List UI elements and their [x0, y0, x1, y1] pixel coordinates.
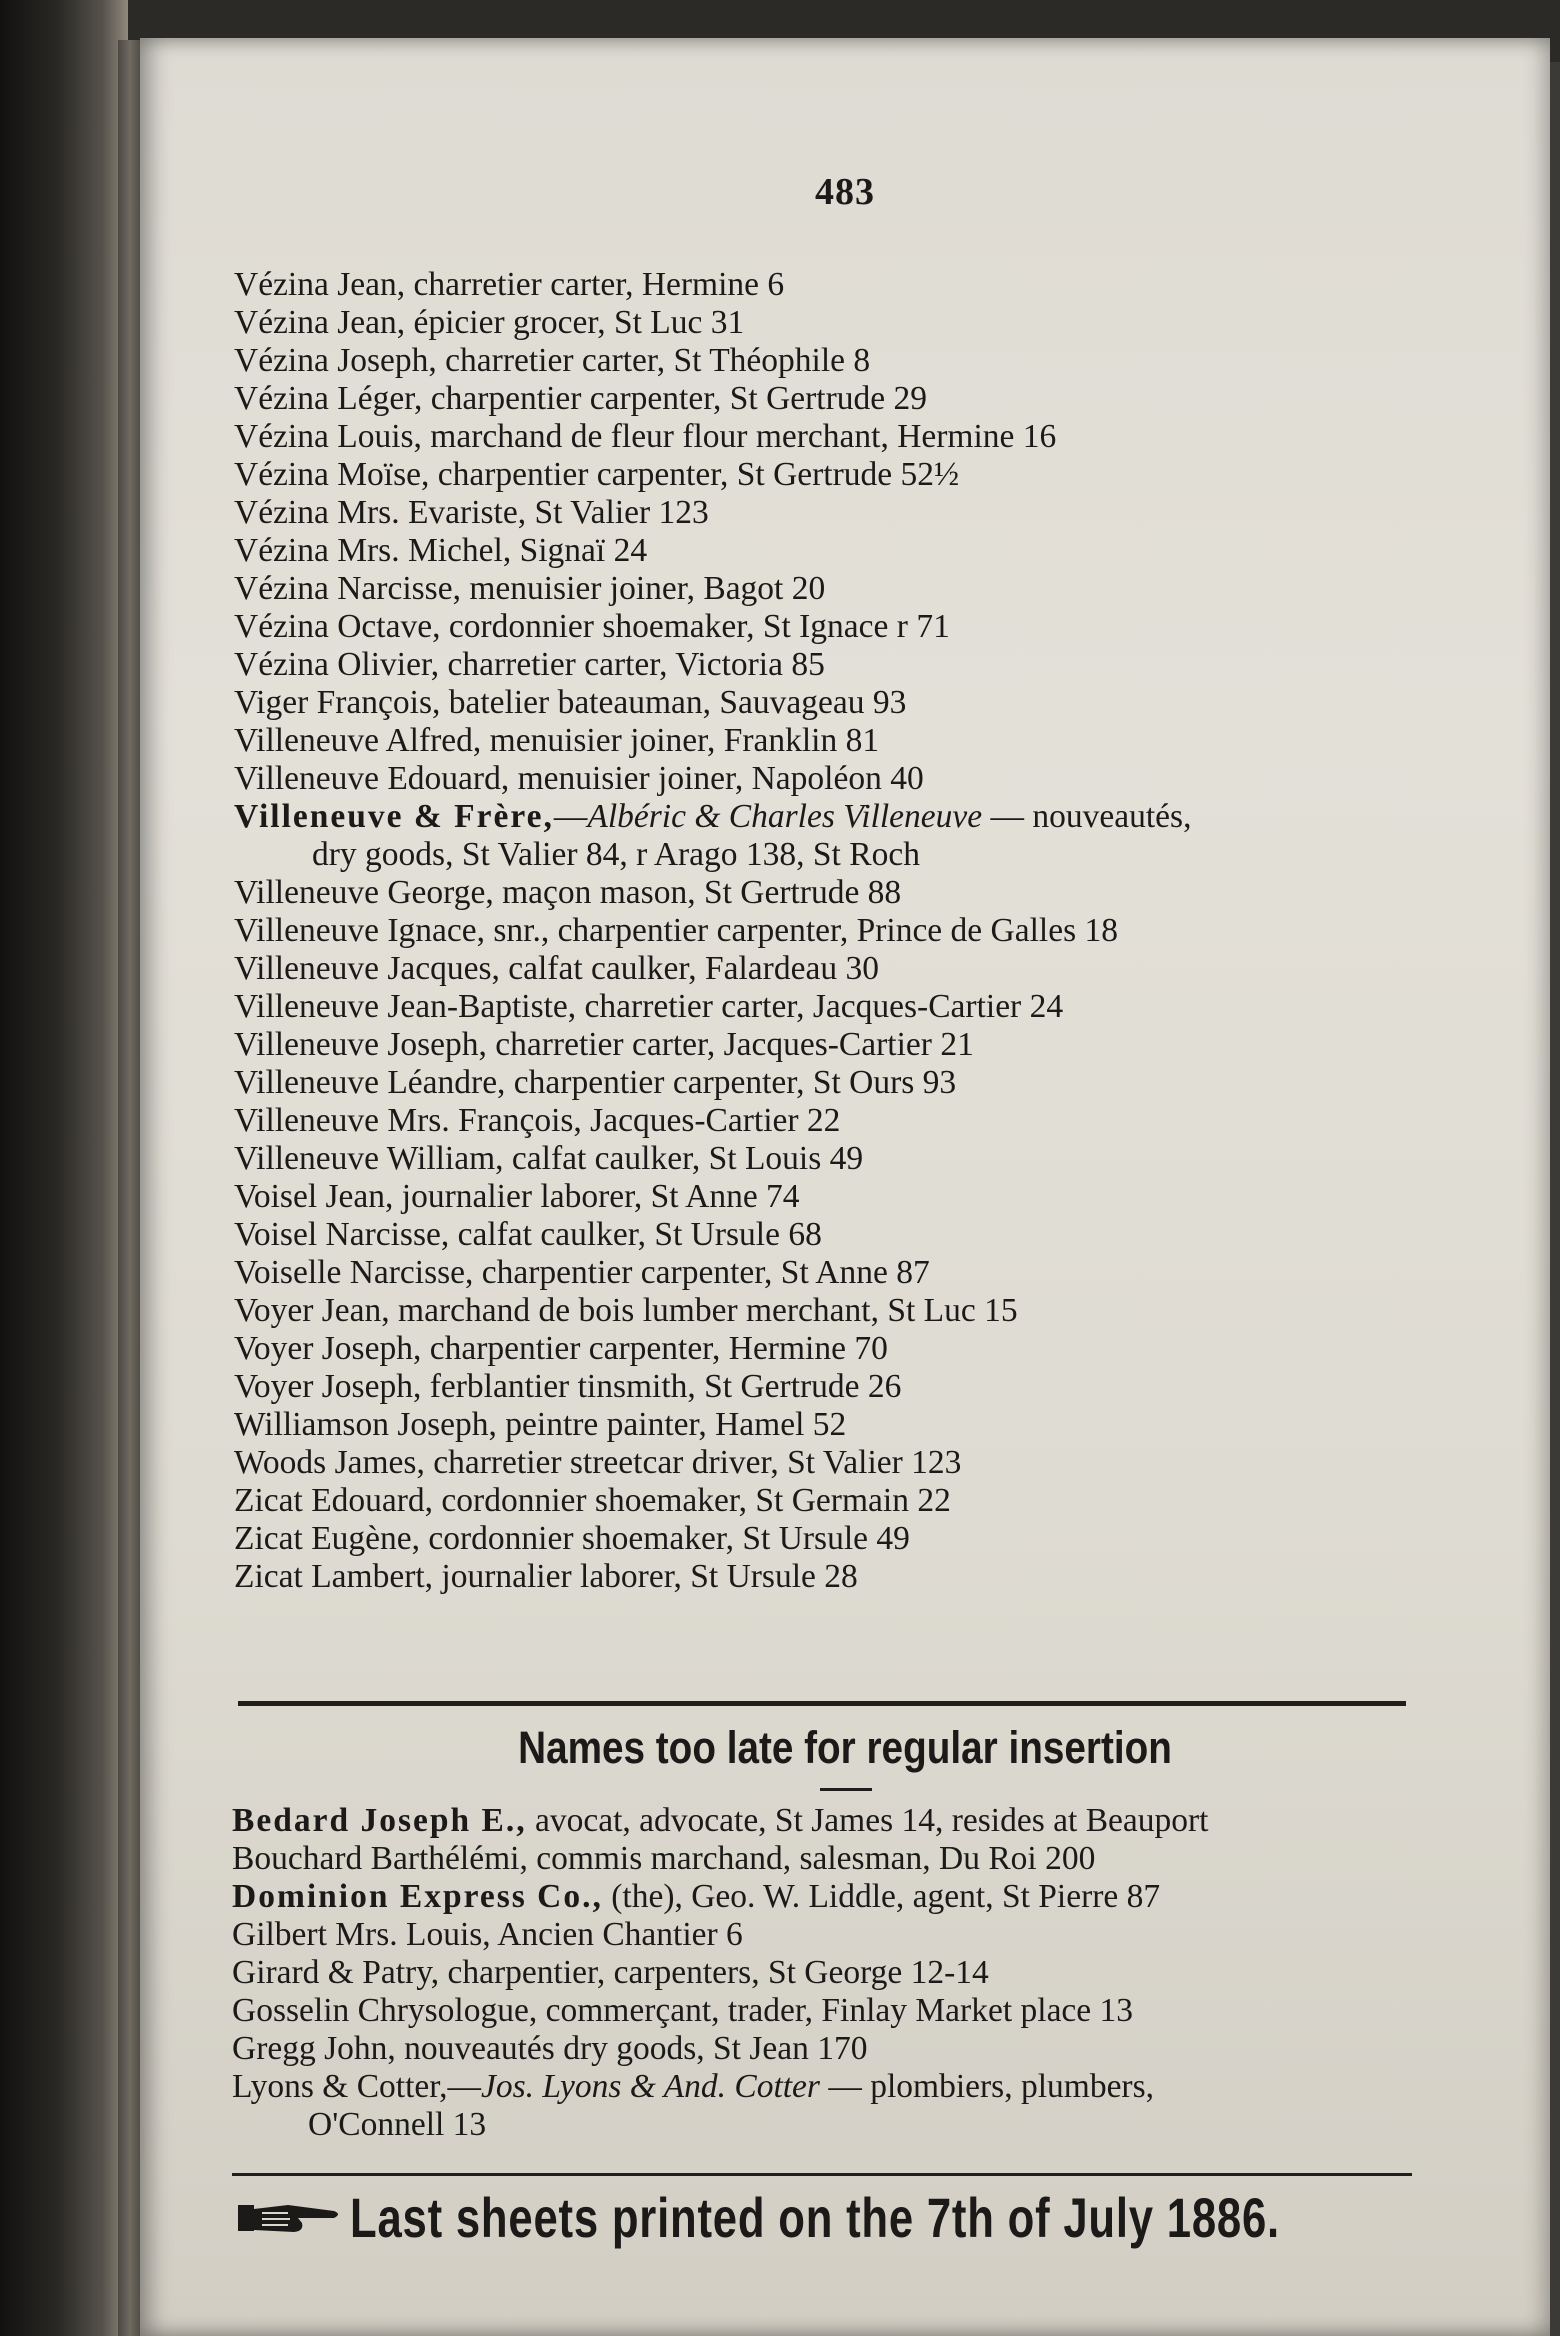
- notice-text: Last sheets printed on the 7th of July 1886.: [350, 2186, 1280, 2249]
- firm-description: (the), Geo. W. Liddle, agent, St Pierre 87: [602, 1878, 1161, 1915]
- section-divider: [238, 1701, 1406, 1706]
- directory-entry: Voyer Jean, marchand de bois lumber merchant, St Luc 15: [234, 1292, 1018, 1329]
- firm-entry: [234, 798, 1191, 836]
- directory-entry: Vézina Mrs. Evariste, St Valier 123: [234, 494, 709, 531]
- directory-entry: Voyer Joseph, charpentier carpenter, Hermine 70: [234, 1330, 888, 1367]
- directory-entry: Voyer Joseph, ferblantier tinsmith, St Gertrude 26: [234, 1368, 902, 1405]
- directory-entry: Zicat Eugène, cordonnier shoemaker, St Ursule 49: [234, 1520, 910, 1557]
- notice-divider: [232, 2173, 1412, 2176]
- firm-description: — plombiers, plumbers,: [819, 2068, 1155, 2105]
- firm-name: Dominion Express Co.,: [232, 1878, 603, 1915]
- firm-partners: Jos. Lyons & And. Cotter: [480, 2068, 820, 2105]
- directory-entry: Villeneuve Alfred, menuisier joiner, Franklin 81: [234, 722, 880, 759]
- firm-partners: Albéric & Charles Villeneuve: [587, 798, 983, 835]
- directory-entry: Vézina Louis, marchand de fleur flour merchant, Hermine 16: [234, 418, 1057, 455]
- directory-entry: Villeneuve George, maçon mason, St Gertrude 88: [234, 874, 902, 911]
- directory-entry: Vézina Léger, charpentier carpenter, St Gertrude 29: [234, 380, 928, 417]
- directory-entry: Villeneuve Edouard, menuisier joiner, Napoléon 40: [234, 760, 924, 797]
- directory-entry: Villeneuve Joseph, charretier carter, Jacques-Cartier 21: [234, 1026, 974, 1063]
- directory-entry: Voisel Narcisse, calfat caulker, St Ursule 68: [234, 1216, 822, 1253]
- late-entry: Gosselin Chrysologue, commerçant, trader, Finlay Market place 13: [232, 1992, 1134, 2029]
- firm-description: avocat, advocate, St James 14, resides at Beauport: [526, 1802, 1209, 1839]
- directory-entry: Vézina Narcisse, menuisier joiner, Bagot 20: [234, 570, 826, 607]
- directory-entry: Villeneuve Mrs. François, Jacques-Cartier 22: [234, 1102, 841, 1139]
- late-firm-entry: [232, 1802, 1209, 1840]
- page-number: 483: [815, 171, 875, 213]
- directory-page: [140, 38, 1550, 2336]
- directory-entry: Villeneuve William, calfat caulker, St Louis 49: [234, 1140, 864, 1177]
- directory-entry: Voisel Jean, journalier laborer, St Anne 74: [234, 1178, 800, 1215]
- firm-name: Villeneuve & Frère,: [234, 798, 554, 835]
- directory-entry: Williamson Joseph, peintre painter, Hamel 52: [234, 1406, 847, 1443]
- late-firm-entry: [232, 1878, 1160, 1916]
- late-entry: Bouchard Barthélémi, commis marchand, salesman, Du Roi 200: [232, 1840, 1096, 1877]
- firm-name: Lyons & Cotter,: [232, 2068, 448, 2105]
- late-entry-continuation: O'Connell 13: [308, 2106, 487, 2143]
- directory-entry: Voiselle Narcisse, charpentier carpenter, St Anne 87: [234, 1254, 930, 1291]
- firm-dash: —: [447, 2068, 481, 2105]
- title-underline: [820, 1788, 872, 1791]
- page-fold-shadow: [118, 40, 142, 2336]
- firm-entry-continuation: dry goods, St Valier 84, r Arago 138, St Roch: [312, 836, 920, 873]
- directory-entry: Villeneuve Léandre, charpentier carpenter, St Ours 93: [234, 1064, 957, 1101]
- firm-description: — nouveautés,: [982, 798, 1192, 835]
- directory-entry: Vézina Moïse, charpentier carpenter, St Gertrude 52½: [234, 456, 960, 493]
- directory-entry: Zicat Lambert, journalier laborer, St Ursule 28: [234, 1558, 858, 1595]
- late-firm-entry: [232, 2068, 1154, 2106]
- directory-entry: Villeneuve Ignace, snr., charpentier carpenter, Prince de Galles 18: [234, 912, 1119, 949]
- directory-entry: Vézina Joseph, charretier carter, St Théophile 8: [234, 342, 871, 379]
- late-section-title: Names too late for regular insertion: [518, 1722, 1172, 1773]
- late-entry: Gilbert Mrs. Louis, Ancien Chantier 6: [232, 1916, 743, 1953]
- directory-entry: Vézina Jean, épicier grocer, St Luc 31: [234, 304, 745, 341]
- firm-name: Bedard Joseph E.,: [232, 1802, 527, 1839]
- printing-notice: [232, 2181, 1422, 2247]
- book-binding-edge: [0, 0, 128, 2336]
- late-entry: Girard & Patry, charpentier, carpenters, St George 12-14: [232, 1954, 989, 1991]
- late-entry: Gregg John, nouveautés dry goods, St Jean 170: [232, 2030, 868, 2067]
- directory-entry: Vézina Olivier, charretier carter, Victoria 85: [234, 646, 825, 683]
- directory-entry: Vézina Mrs. Michel, Signaï 24: [234, 532, 648, 569]
- directory-entry: Villeneuve Jean-Baptiste, charretier carter, Jacques-Cartier 24: [234, 988, 1064, 1025]
- directory-entry: Vézina Octave, cordonnier shoemaker, St Ignace r 71: [234, 608, 950, 645]
- directory-entry: Vézina Jean, charretier carter, Hermine 6: [234, 266, 785, 303]
- directory-entry: Viger François, batelier bateauman, Sauvageau 93: [234, 684, 907, 721]
- firm-dash: —: [553, 798, 588, 835]
- directory-entry: Zicat Edouard, cordonnier shoemaker, St Germain 22: [234, 1482, 951, 1519]
- pointing-hand-icon: [238, 2199, 342, 2237]
- directory-entry: Villeneuve Jacques, calfat caulker, Falardeau 30: [234, 950, 879, 987]
- directory-entry: Woods James, charretier streetcar driver, St Valier 123: [234, 1444, 962, 1481]
